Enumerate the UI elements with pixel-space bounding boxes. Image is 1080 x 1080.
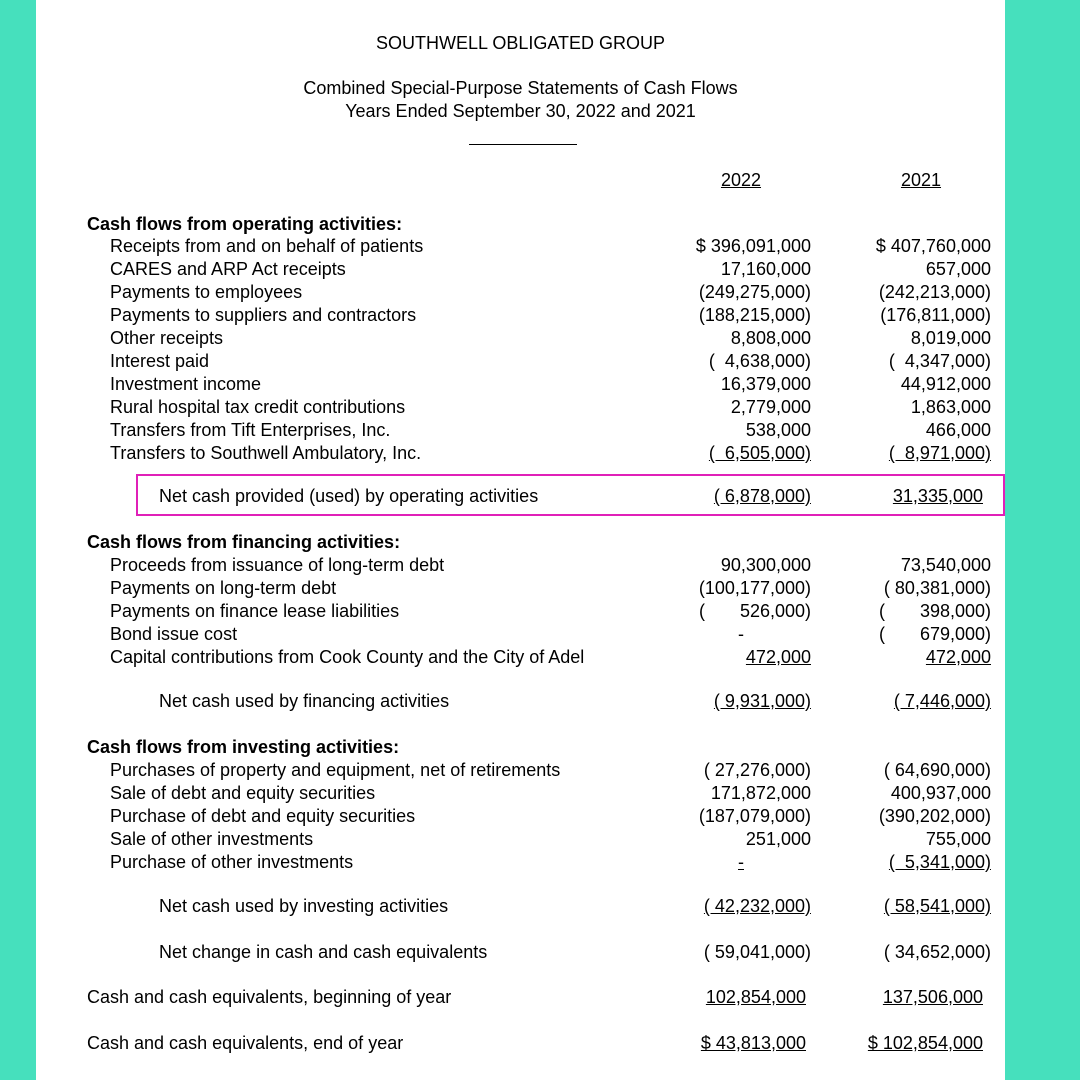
operating-row-label: Transfers to Southwell Ambulatory, Inc. bbox=[110, 443, 422, 463]
investing-total-label: Net cash used by investing activities bbox=[159, 896, 449, 916]
financing-heading: Cash flows from financing activities: bbox=[87, 532, 401, 552]
financing-row-label: Payments on finance lease liabilities bbox=[110, 601, 400, 621]
operating-row-2021: 8,019,000 bbox=[910, 328, 991, 348]
investing-row-2021: ( 64,690,000) bbox=[883, 760, 991, 780]
financing-row-2022: 90,300,000 bbox=[720, 555, 811, 575]
financing-row-2021: ( 679,000) bbox=[878, 624, 991, 644]
operating-row-label: Investment income bbox=[110, 374, 262, 394]
investing-row-2021: ( 5,341,000) bbox=[888, 852, 991, 872]
investing-row-2022: 171,872,000 bbox=[710, 783, 811, 803]
investing-row-label: Purchase of other investments bbox=[110, 852, 354, 872]
operating-row-2022: 17,160,000 bbox=[720, 259, 811, 279]
investing-row-label: Purchases of property and equipment, net of retirements bbox=[110, 760, 561, 780]
operating-row-label: Payments to employees bbox=[110, 282, 303, 302]
operating-row-2021: ( 4,347,000) bbox=[888, 351, 991, 371]
org-name: SOUTHWELL OBLIGATED GROUP bbox=[375, 33, 666, 53]
operating-row-label: CARES and ARP Act receipts bbox=[110, 259, 346, 279]
operating-row-2022: 2,779,000 bbox=[730, 397, 811, 417]
investing-row-2021: (390,202,000) bbox=[878, 806, 991, 826]
operating-row-2021: 44,912,000 bbox=[900, 374, 991, 394]
operating-total-label: Net cash provided (used) by operating activities bbox=[159, 486, 539, 506]
column-header-2022: 2022 bbox=[720, 170, 762, 190]
statement-page bbox=[36, 0, 1005, 1080]
operating-total-2022: ( 6,878,000) bbox=[713, 486, 811, 506]
cash-ending-2021: $ 102,854,000 bbox=[867, 1033, 983, 1053]
cash-ending-label: Cash and cash equivalents, end of year bbox=[87, 1033, 404, 1053]
operating-row-2022: 8,808,000 bbox=[730, 328, 811, 348]
financing-row-label: Proceeds from issuance of long-term debt bbox=[110, 555, 445, 575]
investing-row-2022: - bbox=[738, 852, 744, 872]
investing-row-2022: ( 27,276,000) bbox=[703, 760, 811, 780]
financing-row-label: Payments on long-term debt bbox=[110, 578, 337, 598]
statement-period: Years Ended September 30, 2022 and 2021 bbox=[345, 101, 696, 121]
cash-beginning-2021: 137,506,000 bbox=[882, 987, 983, 1007]
financing-total-2021: ( 7,446,000) bbox=[893, 691, 991, 711]
cash-ending-2022: $ 43,813,000 bbox=[700, 1033, 806, 1053]
net-change-2022: ( 59,041,000) bbox=[703, 942, 811, 962]
investing-row-label: Sale of other investments bbox=[110, 829, 314, 849]
operating-row-2021: ( 8,971,000) bbox=[888, 443, 991, 463]
title-rule bbox=[469, 144, 577, 145]
financing-row-2021: 472,000 bbox=[925, 647, 991, 667]
investing-row-label: Purchase of debt and equity securities bbox=[110, 806, 416, 826]
operating-row-2022: $ 396,091,000 bbox=[695, 236, 811, 256]
operating-row-2021: 657,000 bbox=[925, 259, 991, 279]
financing-row-2021: ( 398,000) bbox=[878, 601, 991, 621]
operating-row-label: Rural hospital tax credit contributions bbox=[110, 397, 406, 417]
investing-row-2021: 755,000 bbox=[925, 829, 991, 849]
operating-row-label: Receipts from and on behalf of patients bbox=[110, 236, 424, 256]
investing-row-2022: (187,079,000) bbox=[698, 806, 811, 826]
financing-total-2022: ( 9,931,000) bbox=[713, 691, 811, 711]
financing-row-2022: (100,177,000) bbox=[698, 578, 811, 598]
investing-heading: Cash flows from investing activities: bbox=[87, 737, 400, 757]
financing-row-label: Bond issue cost bbox=[110, 624, 238, 644]
financing-row-2022: - bbox=[738, 624, 744, 644]
operating-row-label: Interest paid bbox=[110, 351, 210, 371]
operating-row-label: Transfers from Tift Enterprises, Inc. bbox=[110, 420, 391, 440]
net-change-label: Net change in cash and cash equivalents bbox=[159, 942, 488, 962]
financing-row-2022: ( 526,000) bbox=[698, 601, 811, 621]
operating-row-2022: ( 4,638,000) bbox=[708, 351, 811, 371]
financing-row-label: Capital contributions from Cook County and the City of Adel bbox=[110, 647, 585, 667]
operating-heading: Cash flows from operating activities: bbox=[87, 214, 403, 234]
operating-row-2022: ( 6,505,000) bbox=[708, 443, 811, 463]
financing-row-2021: 73,540,000 bbox=[900, 555, 991, 575]
investing-total-2021: ( 58,541,000) bbox=[883, 896, 991, 916]
operating-row-2022: (188,215,000) bbox=[698, 305, 811, 325]
cash-beginning-2022: 102,854,000 bbox=[705, 987, 806, 1007]
operating-row-2021: (176,811,000) bbox=[880, 305, 991, 325]
operating-row-2021: 1,863,000 bbox=[910, 397, 991, 417]
financing-total-label: Net cash used by financing activities bbox=[159, 691, 450, 711]
net-change-2021: ( 34,652,000) bbox=[883, 942, 991, 962]
operating-row-2021: $ 407,760,000 bbox=[875, 236, 991, 256]
investing-row-2022: 251,000 bbox=[745, 829, 811, 849]
operating-total-2021: 31,335,000 bbox=[892, 486, 983, 506]
financing-row-2022: 472,000 bbox=[745, 647, 811, 667]
operating-row-2022: 16,379,000 bbox=[720, 374, 811, 394]
investing-row-2021: 400,937,000 bbox=[890, 783, 991, 803]
cash-beginning-label: Cash and cash equivalents, beginning of year bbox=[87, 987, 452, 1007]
financing-row-2021: ( 80,381,000) bbox=[883, 578, 991, 598]
operating-row-label: Payments to suppliers and contractors bbox=[110, 305, 417, 325]
investing-total-2022: ( 42,232,000) bbox=[703, 896, 811, 916]
investing-row-label: Sale of debt and equity securities bbox=[110, 783, 376, 803]
operating-row-2021: 466,000 bbox=[925, 420, 991, 440]
column-header-2021: 2021 bbox=[900, 170, 942, 190]
operating-row-2022: (249,275,000) bbox=[698, 282, 811, 302]
operating-row-2022: 538,000 bbox=[745, 420, 811, 440]
statement-title: Combined Special-Purpose Statements of Cash Flows bbox=[303, 78, 738, 98]
operating-row-2021: (242,213,000) bbox=[878, 282, 991, 302]
operating-row-label: Other receipts bbox=[110, 328, 224, 348]
